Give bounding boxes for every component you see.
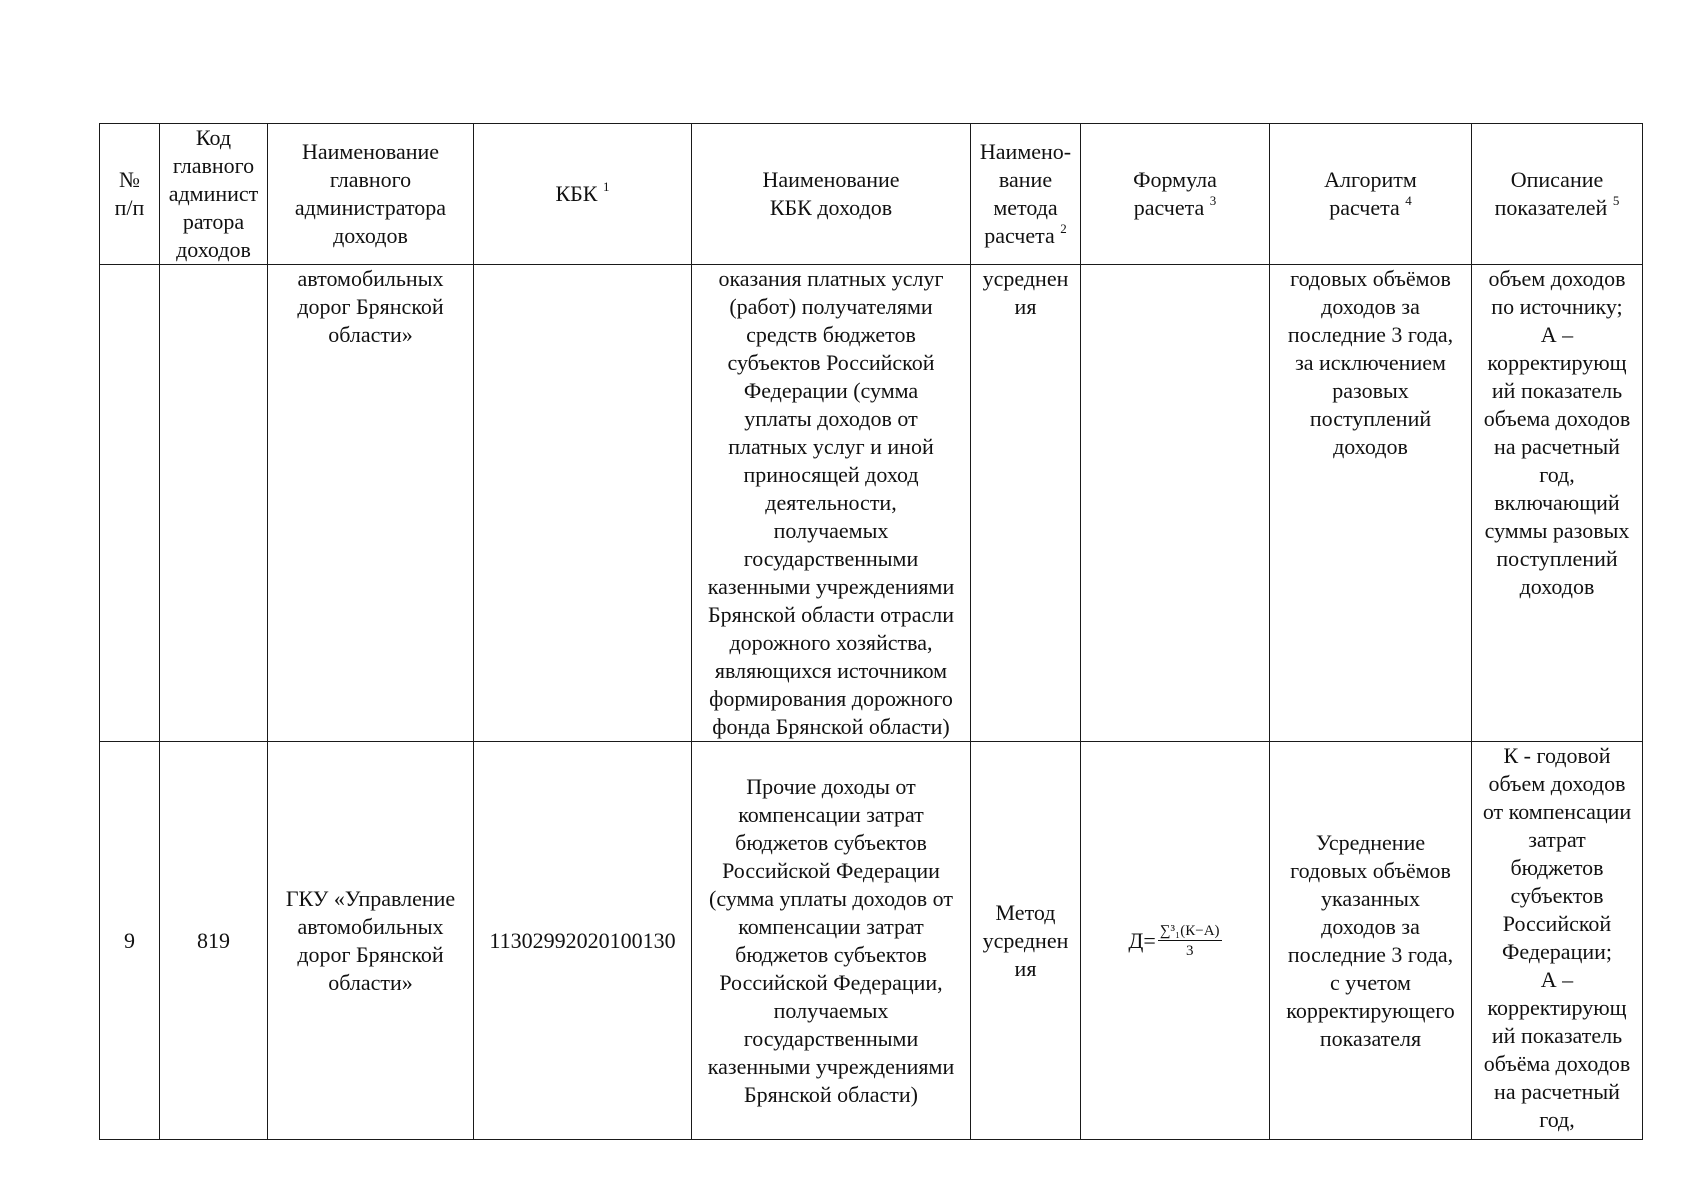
text-line: являющихся источником xyxy=(714,658,948,683)
header-admin-code xyxy=(160,124,268,265)
cell-kbk xyxy=(474,265,692,742)
header-algorithm-last-text: расчета xyxy=(1329,195,1400,220)
text-line: последние 3 года, xyxy=(1287,941,1454,967)
cell-algorithm xyxy=(1270,742,1472,1140)
header-kbk-text: КБК xyxy=(555,181,598,206)
header-kbk xyxy=(474,124,692,265)
cell-method xyxy=(971,742,1081,1140)
text-line: администратора xyxy=(294,195,447,220)
header-algorithm-line1: Алгоритм xyxy=(1324,167,1417,192)
cell-kbk-name xyxy=(692,742,971,1140)
text-line: автомобильных xyxy=(297,266,444,291)
text-line: Российской Федерации xyxy=(722,857,940,883)
text-line: субъектов xyxy=(1510,883,1604,908)
text-line: А – xyxy=(1540,967,1574,992)
text-line: платных услуг и иной xyxy=(728,434,934,459)
text-line: (сумма уплаты доходов от xyxy=(709,885,953,911)
text-line: Наимено- xyxy=(979,139,1072,164)
text-line: по источнику; xyxy=(1491,294,1623,319)
footnote-marker: 3 xyxy=(1209,192,1217,208)
footnote-marker: 5 xyxy=(1612,192,1620,208)
cell-description xyxy=(1472,742,1643,1140)
text-line: Брянской области) xyxy=(743,1081,918,1107)
header-description-last-text: показателей xyxy=(1494,195,1608,220)
formula-lhs: Д= xyxy=(1128,927,1156,953)
text-line: бюджетов субъектов xyxy=(735,941,927,967)
text-line: бюджетов субъектов xyxy=(735,829,927,855)
formula-denominator: 3 xyxy=(1185,942,1194,959)
header-formula xyxy=(1081,124,1270,265)
footnote-marker: 4 xyxy=(1405,192,1412,208)
header-formula-last xyxy=(1083,194,1267,222)
text-line: админист xyxy=(168,181,259,206)
text-line: объёма доходов xyxy=(1483,1051,1631,1076)
text-line: суммы разовых xyxy=(1484,518,1630,543)
cell-algorithm xyxy=(1270,265,1472,742)
header-method-last-text: расчета xyxy=(984,223,1055,248)
cell-kbk: 11302992020100130 xyxy=(474,742,692,1140)
table-row-9 xyxy=(100,742,1643,1140)
text-line: за исключением xyxy=(1295,350,1446,375)
text-line: указанных xyxy=(1321,885,1420,911)
text-line: разовых xyxy=(1332,378,1409,403)
header-description-last xyxy=(1474,194,1640,222)
header-description-line1: Описание xyxy=(1510,167,1604,192)
text-line: последние 3 года, xyxy=(1287,322,1454,347)
text-line: усреднен xyxy=(982,266,1069,291)
text-line: № xyxy=(119,167,140,192)
text-line: области» xyxy=(328,969,413,995)
text-line: ия xyxy=(1014,955,1037,981)
cell-kbk-name xyxy=(692,265,971,742)
text-line: Российской Федерации, xyxy=(719,969,943,995)
text-line: получаемых xyxy=(773,997,889,1023)
text-line: год, xyxy=(1539,462,1575,487)
text-line: годовых объёмов xyxy=(1290,266,1451,291)
text-line: вание xyxy=(998,167,1053,192)
cell-description xyxy=(1472,265,1643,742)
text-line: корректирующего xyxy=(1286,997,1455,1023)
text-line: КБК доходов xyxy=(769,195,893,220)
text-line: Российской xyxy=(1502,911,1612,936)
cell-admin-name xyxy=(268,265,474,742)
text-line: казенными учреждениями xyxy=(707,574,955,599)
text-line: фонда Брянской области) xyxy=(712,714,950,739)
text-line: государственными xyxy=(743,1025,919,1051)
header-formula-last-text: расчета xyxy=(1133,195,1205,220)
revenue-forecast-table xyxy=(99,123,1643,1140)
cell-number: 9 xyxy=(100,742,160,1140)
text-line: объема доходов xyxy=(1483,406,1631,431)
text-line: приносящей доход xyxy=(743,462,919,487)
text-line: доходов xyxy=(1519,574,1595,599)
text-line: дорог Брянской xyxy=(297,294,444,319)
cell-admin-code xyxy=(160,265,268,742)
cell-method xyxy=(971,265,1081,742)
text-line: ратора xyxy=(182,209,245,234)
text-line: формирования дорожного xyxy=(709,686,953,711)
text-line: деятельности, xyxy=(765,490,897,515)
text-line: Прочие доходы от xyxy=(746,773,916,799)
cell-formula xyxy=(1081,742,1270,1140)
text-line: оказания платных услуг xyxy=(718,266,944,291)
text-line: доходов xyxy=(333,223,408,248)
text-line: Наименование xyxy=(762,167,900,192)
text-line: п/п xyxy=(114,195,145,220)
text-line: поступлений xyxy=(1309,406,1432,431)
header-formula-line1: Формула xyxy=(1133,167,1217,192)
header-description xyxy=(1472,124,1643,265)
text-line: корректирующ xyxy=(1487,995,1627,1020)
footnote-marker: 1 xyxy=(602,178,610,194)
text-line: ГКУ «Управление xyxy=(285,885,456,911)
text-line: компенсации затрат xyxy=(738,913,924,939)
text-line: Наименование xyxy=(301,139,440,164)
text-line: К - годовой xyxy=(1503,743,1611,768)
text-line: объем доходов xyxy=(1488,771,1626,796)
text-line: Код xyxy=(195,125,232,150)
header-method xyxy=(971,124,1081,265)
cell-admin-name xyxy=(268,742,474,1140)
text-line: доходов за xyxy=(1321,294,1420,319)
header-kbk-name xyxy=(692,124,971,265)
text-line: годовых объёмов xyxy=(1290,857,1451,883)
text-line: показателя xyxy=(1319,1025,1422,1051)
text-line: объем доходов xyxy=(1488,266,1626,291)
text-line: главного xyxy=(329,167,412,192)
text-line: (работ) получателями xyxy=(729,294,933,319)
text-line: Брянской области отрасли xyxy=(707,602,955,627)
text-line: Метод xyxy=(995,899,1056,925)
text-line: получаемых xyxy=(773,518,889,543)
text-line: компенсации затрат xyxy=(738,801,924,827)
text-line: области» xyxy=(328,322,413,347)
header-method-last xyxy=(973,222,1078,250)
footnote-marker: 2 xyxy=(1060,220,1067,236)
text-line: усреднен xyxy=(982,927,1069,953)
text-line: дорог Брянской xyxy=(297,941,444,967)
text-line: уплаты доходов от xyxy=(744,406,918,431)
text-line: доходов за xyxy=(1321,913,1420,939)
text-line: государственными xyxy=(743,546,919,571)
text-line: автомобильных xyxy=(297,913,444,939)
text-line: Усреднение xyxy=(1315,829,1426,855)
table-row-continued xyxy=(100,265,1643,742)
text-line: метода xyxy=(993,195,1058,220)
text-line: корректирующ xyxy=(1487,350,1627,375)
text-line: Федерации; xyxy=(1501,939,1612,964)
text-line: ий показатель xyxy=(1491,1023,1623,1048)
text-line: субъектов Российской xyxy=(727,350,935,375)
cell-number xyxy=(100,265,160,742)
text-line: главного xyxy=(172,153,255,178)
text-line: на расчетный xyxy=(1494,434,1620,459)
text-line: ия xyxy=(1014,294,1037,319)
text-line: доходов xyxy=(1333,434,1408,459)
text-line: бюджетов xyxy=(1510,855,1604,880)
text-line: с учетом xyxy=(1330,969,1411,995)
formula-expression xyxy=(1128,922,1221,960)
header-algorithm-last xyxy=(1272,194,1469,222)
text-line: затрат xyxy=(1528,827,1586,852)
table-header-row xyxy=(100,124,1643,265)
text-line: средств бюджетов xyxy=(746,322,916,347)
formula-numerator: ∑³₁(К−А) xyxy=(1159,922,1220,939)
text-line: год, xyxy=(1539,1107,1575,1132)
text-line: ий показатель xyxy=(1491,378,1623,403)
text-line: доходов xyxy=(176,237,251,262)
header-method-lines xyxy=(973,138,1078,222)
header-number xyxy=(100,124,160,265)
text-line: А – xyxy=(1540,322,1574,347)
formula-fraction xyxy=(1158,922,1222,960)
text-line: от компенсации xyxy=(1482,799,1632,824)
header-admin-name xyxy=(268,124,474,265)
text-line: казенными учреждениями xyxy=(707,1053,955,1079)
text-line: на расчетный xyxy=(1494,1079,1620,1104)
cell-admin-code: 819 xyxy=(160,742,268,1140)
cell-formula xyxy=(1081,265,1270,742)
text-line: поступлений xyxy=(1496,546,1618,571)
text-line: Федерации (сумма xyxy=(743,378,919,403)
header-algorithm xyxy=(1270,124,1472,265)
text-line: дорожного хозяйства, xyxy=(729,630,933,655)
text-line: включающий xyxy=(1494,490,1620,515)
